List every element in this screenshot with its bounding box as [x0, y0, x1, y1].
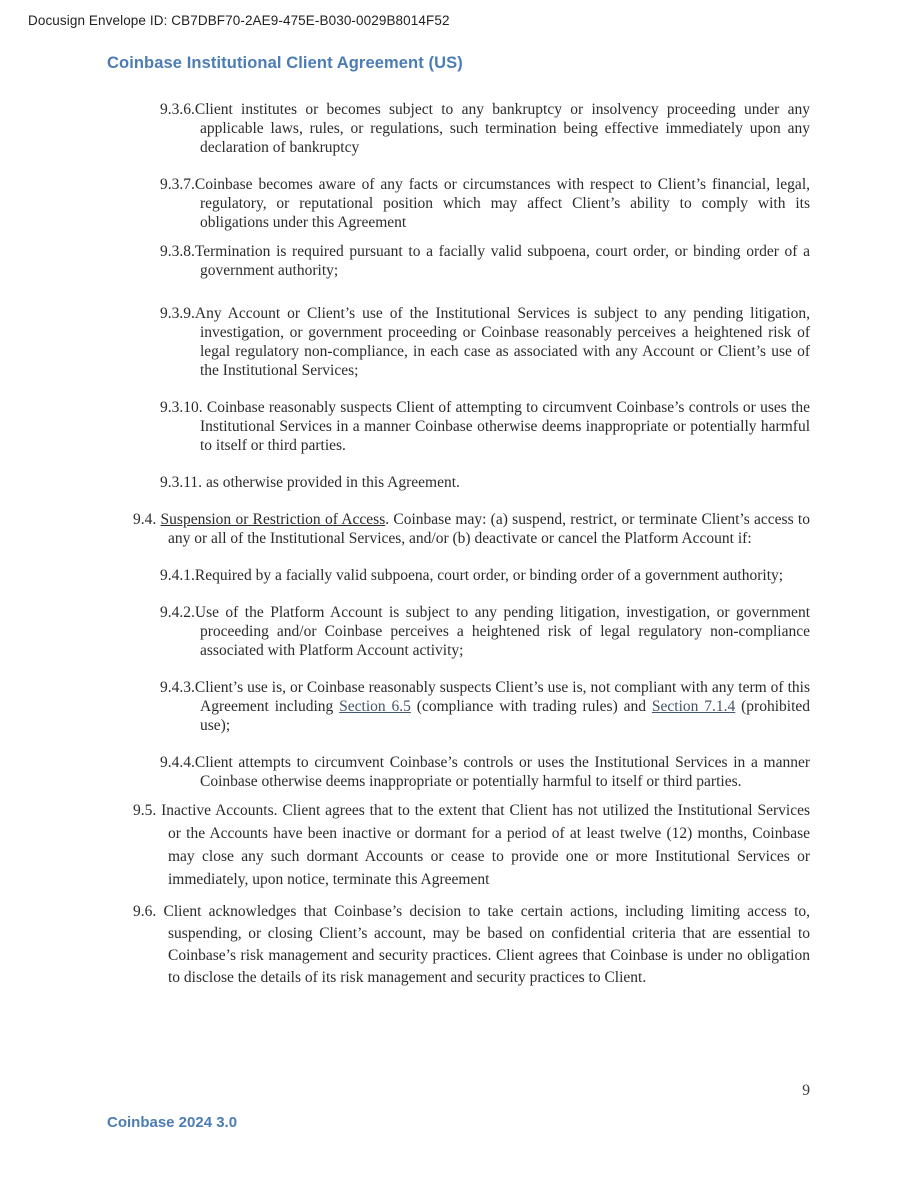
clause-text: Any Account or Client’s use of the Institutional Services is subject to any pending litigation, investigation, or government proceeding or Coinbase reasonably perceives a heightened risk of legal regulatory non-compliance, in each case as associated with any Account or Client’s use of the Institutional Services; — [194, 305, 810, 379]
page-title: Coinbase Institutional Client Agreement (US) — [107, 54, 463, 72]
clause-text: Coinbase becomes aware of any facts or circumstances with respect to Client’s financial, legal, regulatory, or reputational position which may affect Client’s ability to comply with its obligations under this Agreement — [194, 176, 810, 231]
page-number: 9 — [802, 1082, 810, 1099]
clause-9-3-10 — [160, 398, 810, 455]
clause-text: Coinbase reasonably suspects Client of attempting to circumvent Coinbase’s controls or uses the Institutional Services in a manner Coinbase otherwise deems inappropriate or potentially harmful to itself or third parties. — [200, 399, 811, 454]
clause-text: Termination is required pursuant to a facially valid subpoena, court order, or binding order of a government authority; — [194, 243, 810, 279]
clause-heading-underlined: Suspension or Restriction of Access — [160, 511, 386, 528]
clause-number: 9.3.7. — [160, 176, 195, 193]
clause-number: 9.3.9. — [160, 305, 195, 322]
clause-text: Client acknowledges that Coinbase’s decision to take certain actions, including limiting access to, suspending, or closing Client’s account, may be based on confidential criteria that are essential to Coinbase’s risk management and security practices. Client agrees that Coinbase is under no obligation to disclose the details of its risk management and security practices to Client. — [163, 903, 811, 986]
clause-text: (compliance with trading rules) and — [410, 698, 652, 715]
clause-number: 9.4.2. — [160, 604, 195, 621]
clause-9-3-9 — [160, 304, 810, 380]
clause-number: 9.3.10. — [160, 399, 207, 416]
clause-text: Client attempts to circumvent Coinbase’s controls or uses the Institutional Services in a manner Coinbase otherwise deems inappropriate or potentially harmful to itself or third parties. — [194, 754, 810, 790]
clause-number: 9.5. — [133, 802, 162, 819]
clause-number: 9.4.3. — [160, 679, 195, 696]
clause-text: Client institutes or becomes subject to any bankruptcy or insolvency proceeding under any applicable laws, rules, or regulations, such termination being effective immediately upon any declaration of bankruptcy — [194, 101, 810, 156]
clause-9-4-3 — [160, 678, 810, 735]
clause-text: . Coinbase may: (a) suspend, restrict, or terminate Client’s access to any or all of the Institutional Services, and/or (b) deactivate or cancel the Platform Account if: — [168, 511, 810, 547]
clause-9-4-2 — [160, 603, 810, 660]
clause-number: 9.4.1. — [160, 567, 195, 584]
clause-text: as otherwise provided in this Agreement. — [205, 474, 460, 491]
clause-text: Required by a facially valid subpoena, court order, or binding order of a government authority; — [194, 567, 784, 584]
clause-text: Use of the Platform Account is subject to any pending litigation, investigation, or government proceeding and/or Coinbase perceives a heightened risk of legal regulatory non-compliance associated with Platform Account activity; — [194, 604, 810, 659]
clause-9-3-8 — [160, 242, 810, 280]
docusign-envelope-id: Docusign Envelope ID: CB7DBF70-2AE9-475E-B030-0029B8014F52 — [28, 13, 450, 28]
clause-9-4 — [133, 510, 810, 548]
clause-9-4-4 — [160, 753, 810, 791]
clause-number: 9.4.4. — [160, 754, 195, 771]
link-section-7-1-4[interactable]: Section 7.1.4 — [651, 698, 736, 715]
footer-version: Coinbase 2024 3.0 — [107, 1114, 238, 1131]
document-body — [133, 100, 810, 1007]
clause-9-3-6 — [160, 100, 810, 157]
link-section-6-5[interactable]: Section 6.5 — [339, 698, 411, 715]
clause-9-3-7 — [160, 175, 810, 232]
clause-number: 9.3.8. — [160, 243, 195, 260]
clause-9-4-1 — [160, 566, 810, 585]
clause-number: 9.6. — [133, 903, 164, 920]
clause-text: (prohibited use); — [200, 698, 811, 734]
clause-number: 9.3.11. — [160, 474, 206, 491]
clause-text: Inactive Accounts. Client agrees that to the extent that Client has not utilized the Institutional Services or the Accounts have been inactive or dormant for a period of at least twelve (12) months, Coinbase may close any such dormant Accounts or cease to provide one or more Institutional Services or immediately, upon notice, terminate this Agreement — [161, 802, 810, 888]
clause-9-6 — [133, 901, 810, 989]
clause-text: Client’s use is, or Coinbase reasonably suspects Client’s use is, not compliant with any term of this Agreement including — [194, 679, 810, 715]
clause-number: 9.3.6. — [160, 101, 195, 118]
clause-number: 9.4. — [133, 511, 161, 528]
clause-9-5 — [133, 799, 810, 891]
clause-9-3-11 — [160, 473, 810, 492]
